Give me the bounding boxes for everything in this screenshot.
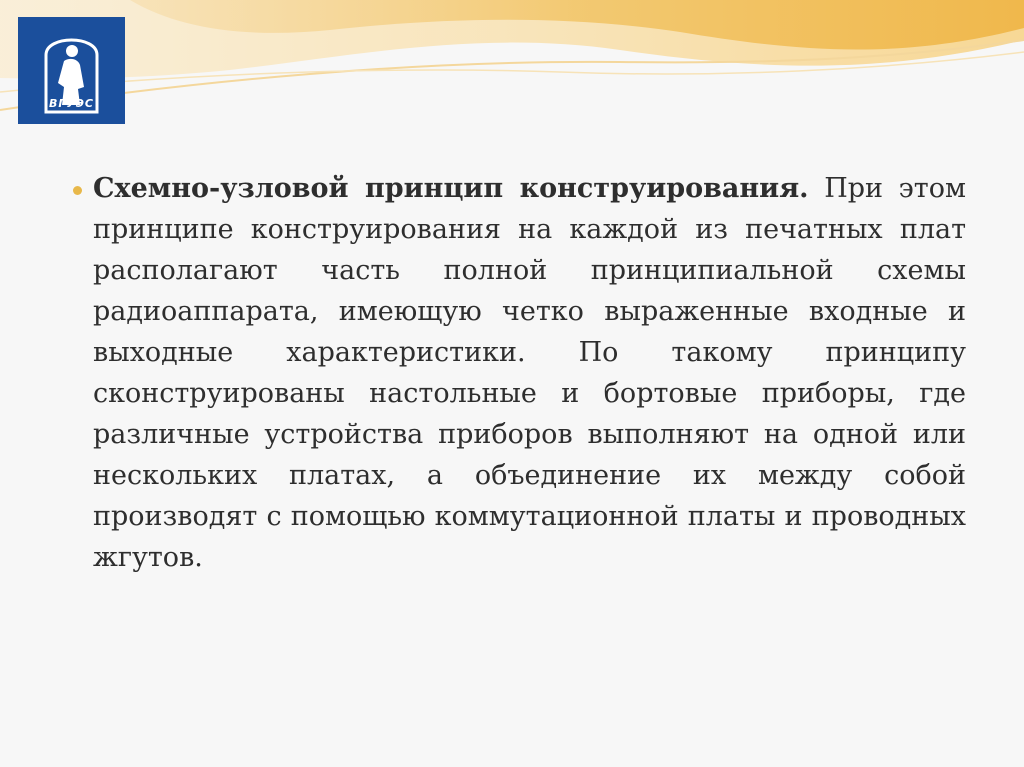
bullet-body: При этом принципе конструирования на каждой из печатных плат располагают часть полной принципиальной схемы радиоаппарата, имеющую четко выраженные входные и выходные характеристики. По такому принципу сконструированы настольные и бортовые приборы, где различные устройства приборов выполняют на одной или нескольких платах, а объединение их между собой производят с помощью коммутационной платы и проводных жгутов. (93, 173, 966, 573)
bullet-title: Схемно-узловой принцип конструирования. (93, 173, 809, 204)
decorative-wave (0, 0, 1024, 150)
bullet-paragraph (93, 168, 966, 578)
content-area (93, 168, 966, 578)
bullet-icon (73, 186, 82, 195)
logo-text: ВГУЭС (48, 97, 95, 110)
university-logo (18, 17, 125, 124)
